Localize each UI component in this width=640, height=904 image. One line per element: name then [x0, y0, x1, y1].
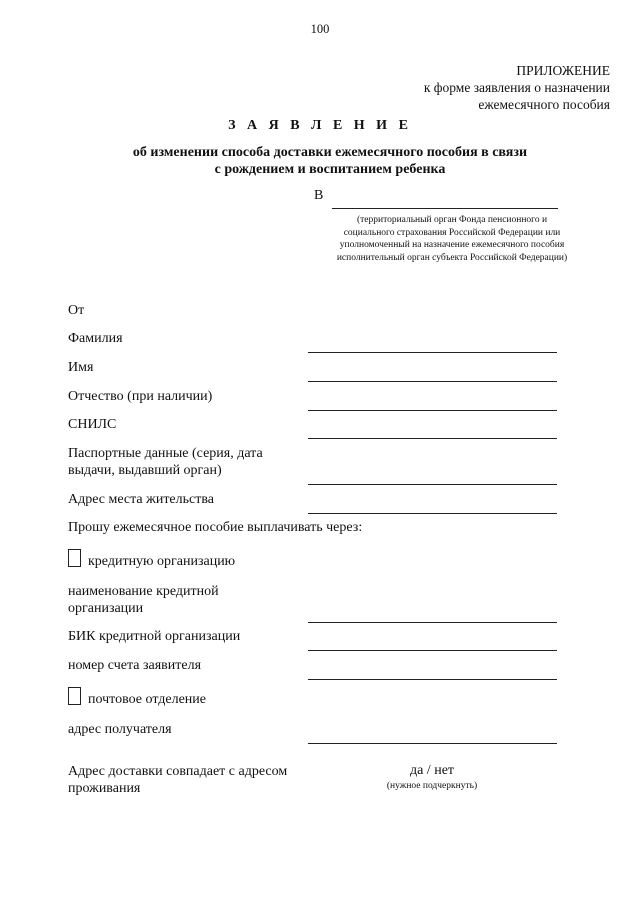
- passport-label-line-2: выдачи, выдавший орган): [68, 463, 222, 478]
- patronymic-field-line[interactable]: [308, 410, 557, 411]
- name-field-line[interactable]: [308, 381, 557, 382]
- appendix-line-3: ежемесячного пособия: [478, 97, 610, 112]
- name-label: Имя: [68, 360, 94, 375]
- document-subtitle: [70, 144, 590, 178]
- from-label: От: [68, 303, 85, 318]
- recipient-note: (территориальный орган Фонда пенсионного и социального страхования Российской Федерации или уполномоченный на назначение ежемесячного пособия исполнительный орган субъекта Российской Федерации): [336, 215, 568, 263]
- patronymic-label: Отчество (при наличии): [68, 389, 213, 404]
- bank-name-field-line[interactable]: [308, 622, 557, 623]
- appendix-line-2: к форме заявления о назначении: [423, 80, 610, 95]
- subtitle-line-1: об изменении способа доставки ежемесячного пособия в связи: [132, 145, 528, 160]
- recipient-address-label: адрес получателя: [68, 722, 172, 737]
- same-address-label-line-1: Адрес доставки совпадает с адресом: [68, 764, 288, 779]
- surname-label: Фамилия: [68, 331, 123, 346]
- same-address-hint: (нужное подчеркнуть): [386, 781, 478, 791]
- address-label: Адрес места жительства: [68, 492, 214, 507]
- same-address-answer[interactable]: да / нет: [409, 763, 455, 778]
- snils-field-line[interactable]: [308, 438, 557, 439]
- recipient-prefix: В: [314, 188, 324, 203]
- bank-name-label: [68, 583, 219, 617]
- same-address-label: [68, 763, 287, 797]
- appendix-line-1: ПРИЛОЖЕНИЕ: [516, 63, 610, 78]
- bik-label: БИК кредитной организации: [68, 629, 241, 644]
- bank-option-label: кредитную организацию: [88, 554, 236, 569]
- passport-label: [68, 445, 263, 479]
- surname-field-line[interactable]: [308, 352, 557, 353]
- bik-field-line[interactable]: [308, 650, 557, 651]
- post-option-label: почтовое отделение: [88, 692, 206, 707]
- recipient-address-field-line[interactable]: [308, 743, 557, 744]
- recipient-field-line[interactable]: [332, 208, 558, 209]
- passport-field-line[interactable]: [308, 484, 557, 485]
- address-field-line[interactable]: [308, 513, 557, 514]
- passport-label-line-1: Паспортные данные (серия, дата: [68, 446, 263, 461]
- bank-name-label-line-1: наименование кредитной: [68, 584, 219, 599]
- account-label: номер счета заявителя: [68, 658, 202, 673]
- bank-option-checkbox[interactable]: [68, 549, 81, 567]
- request-text: Прошу ежемесячное пособие выплачивать через:: [68, 520, 363, 535]
- account-field-line[interactable]: [308, 679, 557, 680]
- post-option-checkbox[interactable]: [68, 687, 81, 705]
- same-address-label-line-2: проживания: [68, 781, 141, 796]
- page-number: 100: [310, 22, 330, 36]
- document-title: З А Я В Л Е Н И Е: [228, 118, 412, 133]
- subtitle-line-2: с рождением и воспитанием ребенка: [214, 162, 446, 177]
- appendix-header: [424, 62, 610, 113]
- snils-label: СНИЛС: [68, 417, 117, 432]
- bank-name-label-line-2: организации: [68, 601, 144, 616]
